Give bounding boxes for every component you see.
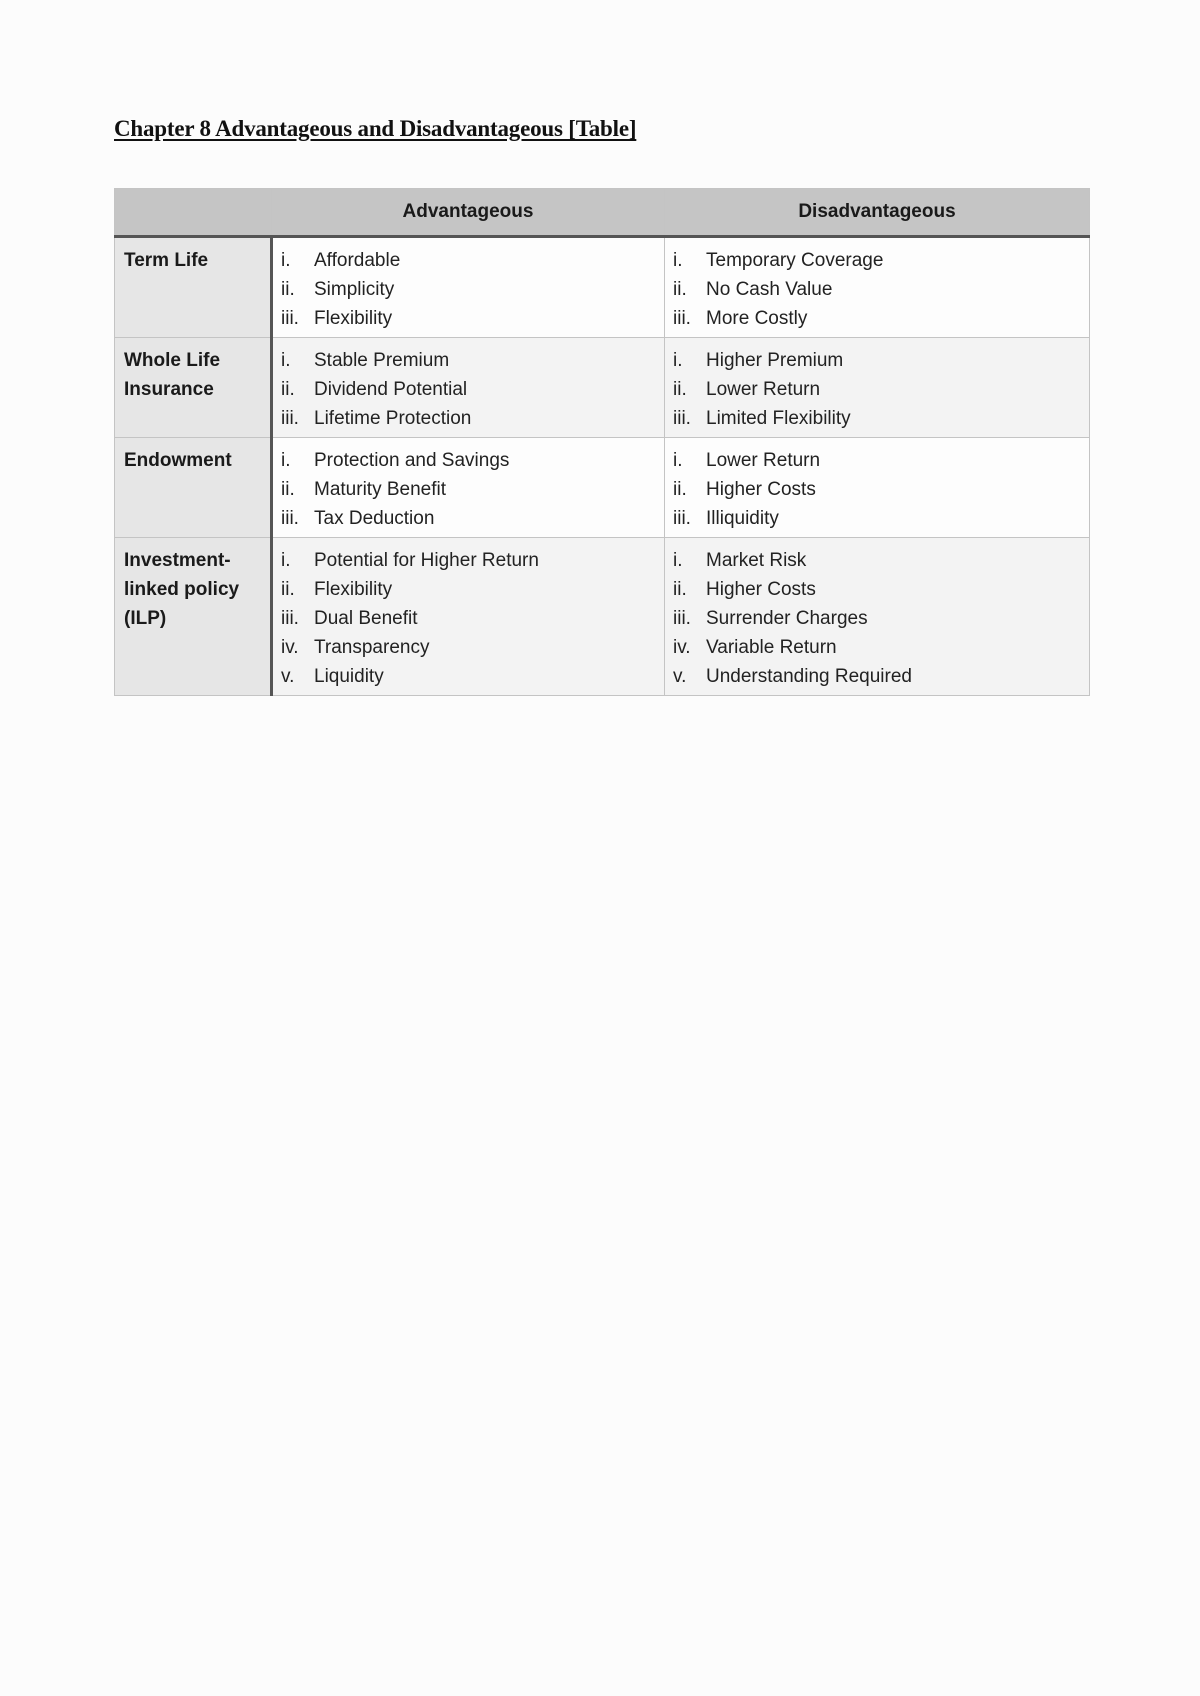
advantages-cell	[272, 338, 665, 438]
table-row-investment-linked-policy	[115, 538, 1090, 696]
list-item	[673, 275, 1081, 304]
list-numeral: iii.	[673, 508, 691, 529]
list-item	[281, 346, 656, 375]
list-item	[281, 575, 656, 604]
list-item-text: Lower Return	[706, 450, 821, 471]
header-advantageous: Advantageous	[272, 189, 665, 237]
list-item-text: Simplicity	[314, 279, 395, 300]
row-label: Term Life	[115, 237, 272, 338]
disadvantages-list	[673, 446, 1081, 533]
list-item	[673, 546, 1081, 575]
list-item-text: Flexibility	[314, 579, 393, 600]
list-item	[673, 662, 1081, 691]
list-item	[673, 604, 1081, 633]
list-item-text: Flexibility	[314, 308, 393, 329]
list-numeral: ii.	[281, 479, 295, 500]
list-item-text: Potential for Higher Return	[314, 550, 539, 571]
list-item-text: Transparency	[314, 637, 430, 658]
list-item-text: Illiquidity	[706, 508, 779, 529]
list-item-text: More Costly	[706, 308, 808, 329]
list-item-text: No Cash Value	[706, 279, 833, 300]
advantages-cell	[272, 538, 665, 696]
list-numeral: iv.	[673, 637, 691, 658]
list-numeral: i.	[281, 550, 291, 571]
table-row-term-life	[115, 237, 1090, 338]
disadvantages-cell	[665, 237, 1090, 338]
list-numeral: ii.	[281, 279, 295, 300]
table-row-endowment	[115, 438, 1090, 538]
list-item	[673, 375, 1081, 404]
list-item	[673, 446, 1081, 475]
list-numeral: v.	[673, 666, 687, 687]
header-disadvantageous: Disadvantageous	[665, 189, 1090, 237]
list-item	[281, 604, 656, 633]
list-numeral: iii.	[281, 608, 299, 629]
list-item	[281, 546, 656, 575]
list-item-text: Higher Premium	[706, 350, 844, 371]
list-item	[281, 662, 656, 691]
list-numeral: i.	[673, 250, 683, 271]
list-numeral: i.	[281, 250, 291, 271]
advantages-list	[281, 546, 656, 691]
list-item	[281, 404, 656, 433]
disadvantages-cell	[665, 538, 1090, 696]
list-numeral: i.	[281, 450, 291, 471]
list-item-text: Stable Premium	[314, 350, 450, 371]
list-numeral: ii.	[281, 579, 295, 600]
list-item	[673, 404, 1081, 433]
row-label: Endowment	[115, 438, 272, 538]
list-numeral: ii.	[673, 379, 687, 400]
list-item	[281, 246, 656, 275]
list-item	[673, 475, 1081, 504]
list-item	[673, 246, 1081, 275]
list-numeral: iii.	[281, 308, 299, 329]
list-item	[281, 633, 656, 662]
list-numeral: ii.	[673, 579, 687, 600]
table-row-whole-life-insurance	[115, 338, 1090, 438]
list-item-text: Dual Benefit	[314, 608, 418, 629]
list-numeral: iv.	[281, 637, 299, 658]
table-header-row	[115, 189, 1090, 237]
list-numeral: ii.	[673, 279, 687, 300]
row-label: Whole Life Insurance	[115, 338, 272, 438]
list-item-text: Surrender Charges	[706, 608, 868, 629]
list-item-text: Liquidity	[314, 666, 384, 687]
list-item	[673, 304, 1081, 333]
advantages-list	[281, 246, 656, 333]
advantages-list	[281, 446, 656, 533]
disadvantages-list	[673, 546, 1081, 691]
list-numeral: ii.	[673, 479, 687, 500]
list-numeral: i.	[673, 350, 683, 371]
list-item-text: Protection and Savings	[314, 450, 510, 471]
disadvantages-cell	[665, 338, 1090, 438]
list-item-text: Lifetime Protection	[314, 408, 472, 429]
list-item-text: Understanding Required	[706, 666, 912, 687]
list-item-text: Maturity Benefit	[314, 479, 446, 500]
list-item-text: Limited Flexibility	[706, 408, 851, 429]
list-numeral: ii.	[281, 379, 295, 400]
list-item	[281, 446, 656, 475]
list-item	[673, 575, 1081, 604]
comparison-table	[114, 188, 1090, 696]
list-item	[673, 633, 1081, 662]
list-item-text: Variable Return	[706, 637, 837, 658]
list-item	[673, 346, 1081, 375]
list-numeral: iii.	[673, 608, 691, 629]
list-item-text: Lower Return	[706, 379, 821, 400]
advantages-cell	[272, 237, 665, 338]
list-item-text: Dividend Potential	[314, 379, 468, 400]
list-numeral: i.	[281, 350, 291, 371]
list-numeral: i.	[673, 450, 683, 471]
row-label: Investment-linked policy (ILP)	[115, 538, 272, 696]
disadvantages-list	[673, 346, 1081, 433]
advantages-cell	[272, 438, 665, 538]
list-item	[673, 504, 1081, 533]
list-numeral: i.	[673, 550, 683, 571]
disadvantages-list	[673, 246, 1081, 333]
list-item-text: Higher Costs	[706, 579, 816, 600]
list-item	[281, 475, 656, 504]
list-item	[281, 275, 656, 304]
list-item	[281, 504, 656, 533]
list-item-text: Higher Costs	[706, 479, 816, 500]
list-numeral: iii.	[673, 408, 691, 429]
list-item-text: Affordable	[314, 250, 401, 271]
list-item-text: Temporary Coverage	[706, 250, 884, 271]
list-numeral: iii.	[281, 508, 299, 529]
list-item	[281, 375, 656, 404]
header-corner-cell	[115, 189, 272, 237]
list-numeral: iii.	[673, 308, 691, 329]
list-numeral: iii.	[281, 408, 299, 429]
list-numeral: v.	[281, 666, 295, 687]
list-item	[281, 304, 656, 333]
advantages-list	[281, 346, 656, 433]
list-item-text: Tax Deduction	[314, 508, 435, 529]
disadvantages-cell	[665, 438, 1090, 538]
list-item-text: Market Risk	[706, 550, 807, 571]
document-title: Chapter 8 Advantageous and Disadvantageous [Table]	[114, 116, 637, 141]
